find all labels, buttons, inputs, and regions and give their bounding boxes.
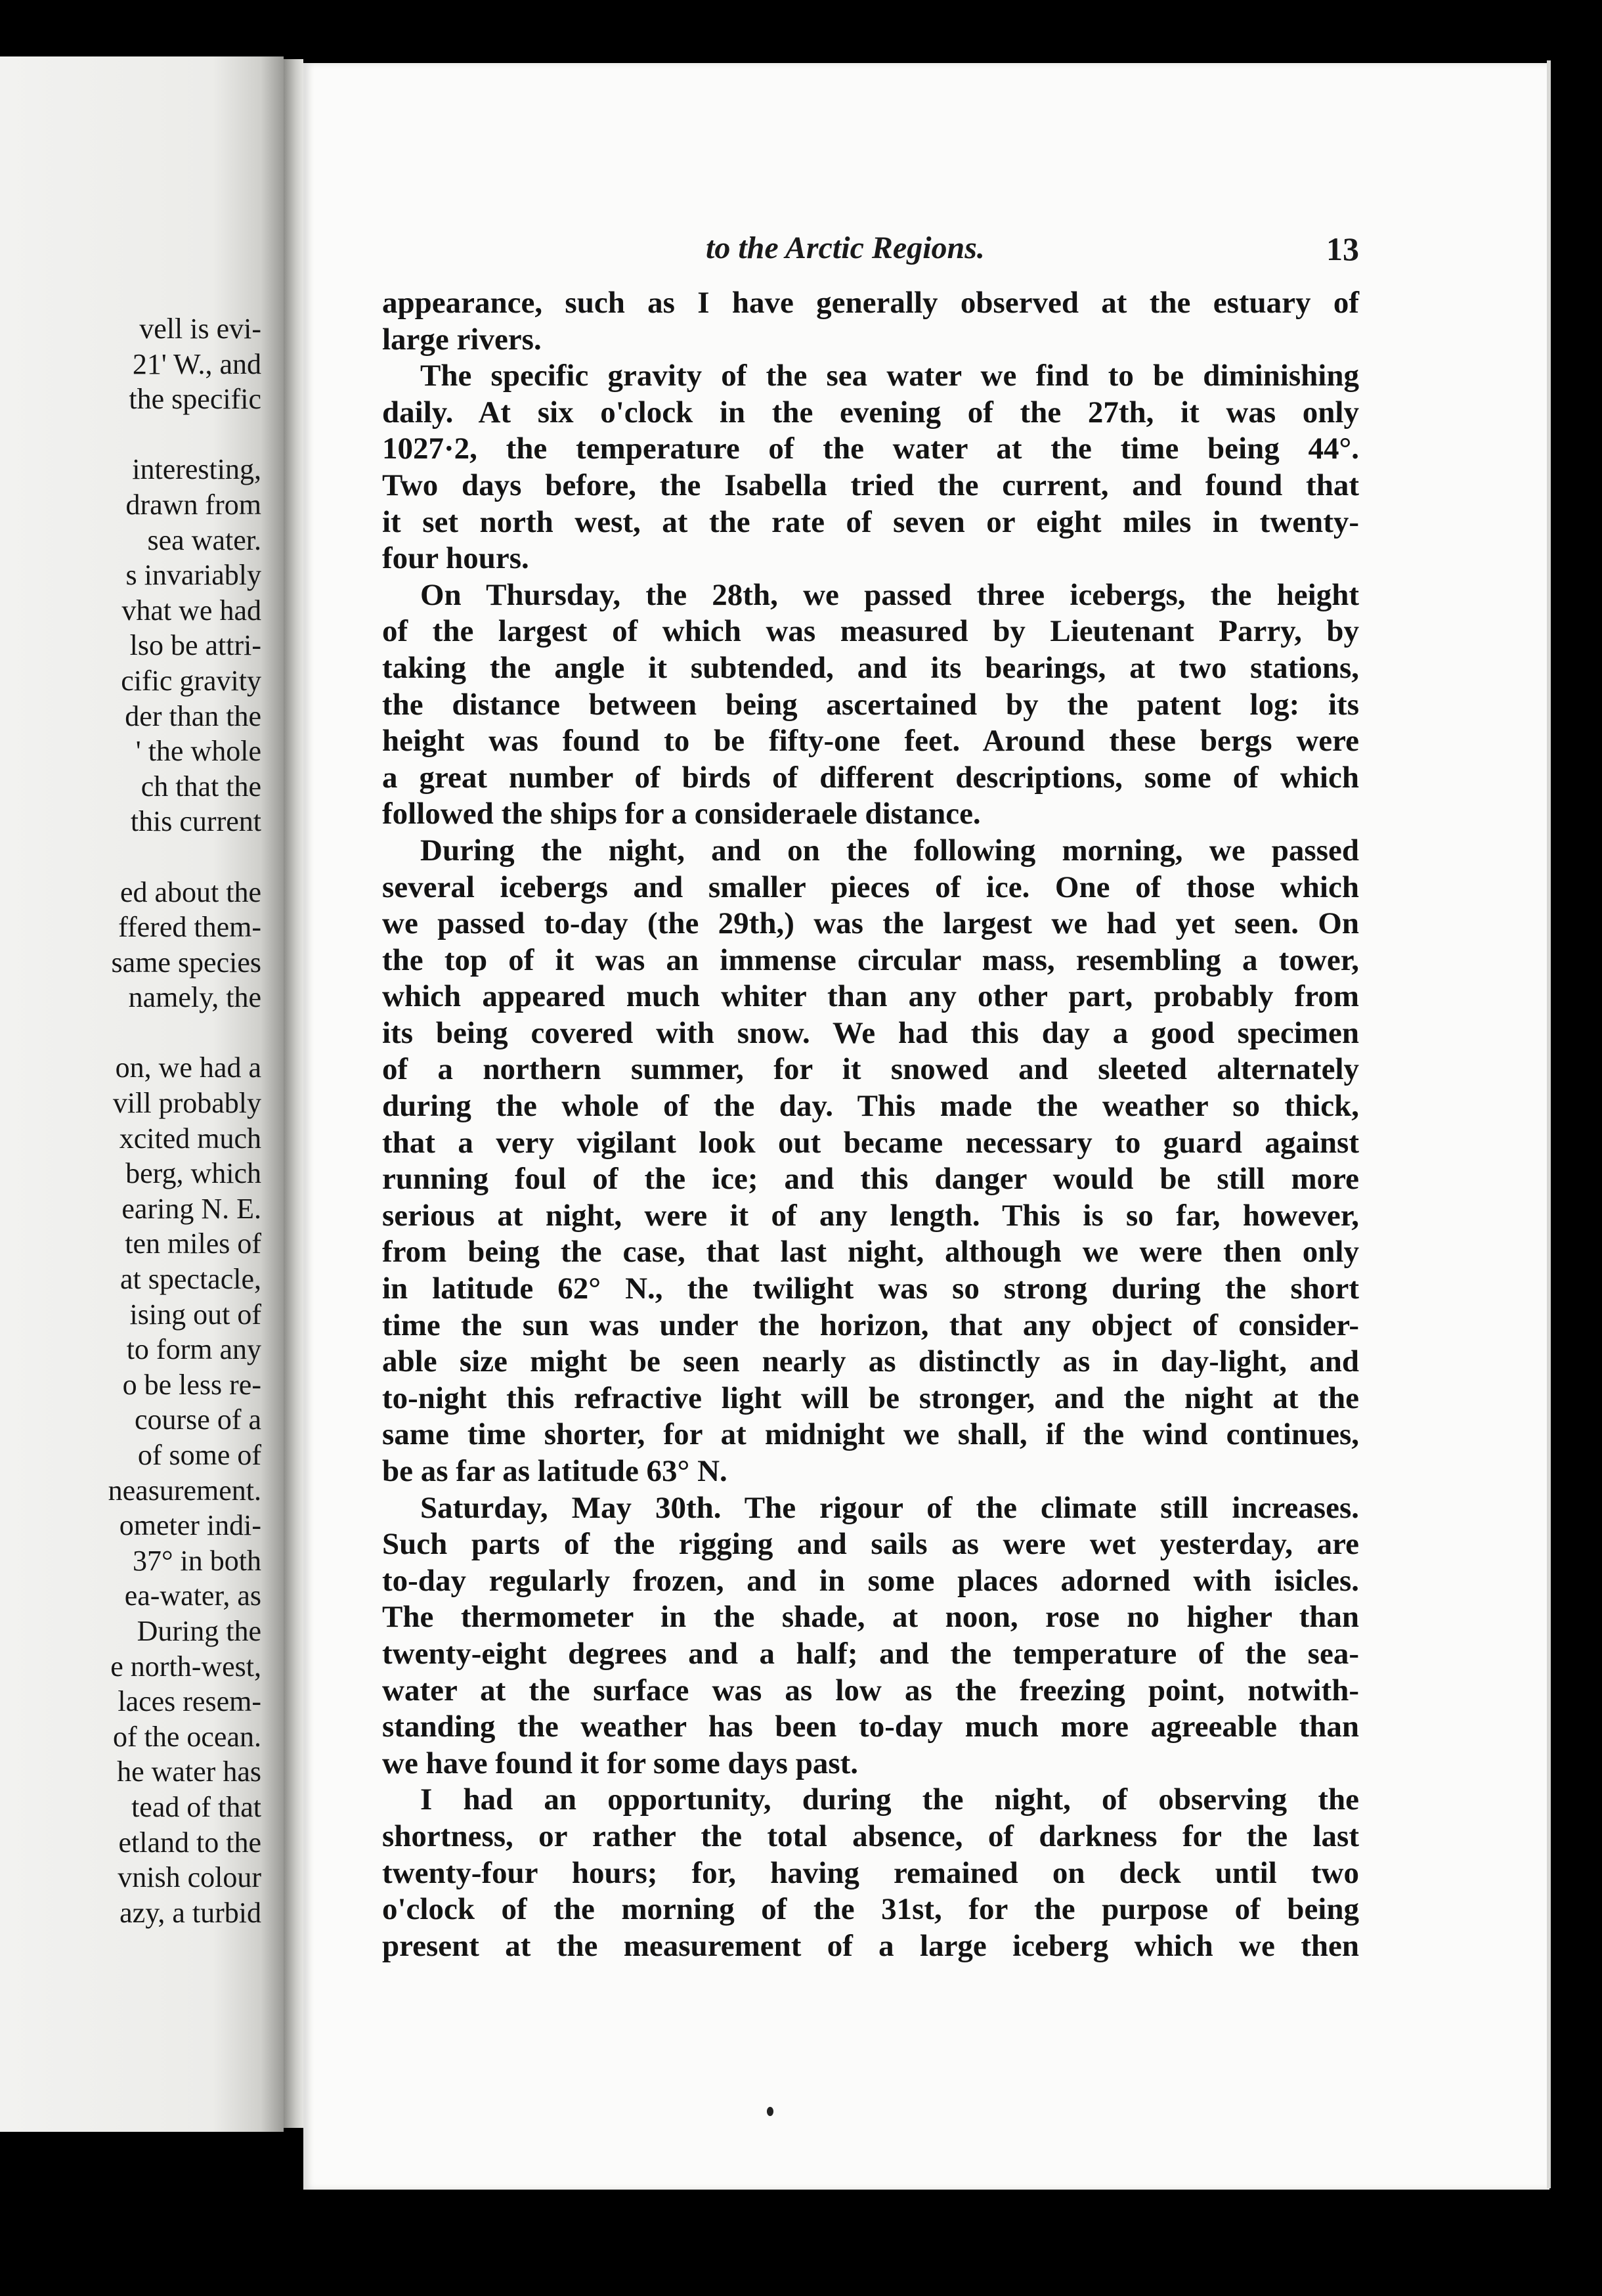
text-line: we have found it for some days past. [382,1746,859,1780]
left-text-line: 37° in both [132,1544,261,1577]
left-text-line: ed about the [119,875,261,908]
left-text-line: etland to the [118,1826,261,1859]
left-text-line: of some of [137,1439,261,1471]
text-line: large rivers. [382,322,542,357]
left-text-line: same species [111,946,261,979]
text-line: Two days before, the Isabella tried the current, and found that [382,468,1359,502]
left-text-line: ' the whole [135,735,261,768]
left-text-line: vhat we had [121,594,261,627]
text-line: of the largest of which was measured by Lieutenant Parry, by [382,614,1359,649]
left-text-line: course of a [134,1403,261,1436]
text-line: height was found to be fifty-one feet. Around these bergs were [382,724,1359,759]
text-line: several icebergs and smaller pieces of ice. One of those which [382,870,1359,904]
text-line: followed the ships for a consideraele distance. [382,797,981,831]
text-line: same time shorter, for at midnight we shall, if the wind continues, [382,1417,1359,1452]
left-text-line: o be less re- [122,1368,261,1401]
text-line: of a northern summer, for it snowed and sleeted alternately [382,1052,1359,1087]
left-text-line: During the [137,1614,261,1647]
left-text-line: xcited much [119,1122,261,1155]
left-text-line: s invariably [125,559,261,592]
left-text-line: vnish colour [118,1861,261,1894]
page-edge [1547,60,1551,2188]
text-line: which appeared much whiter than any other part, probably from [382,979,1359,1014]
left-text-line: at spectacle, [120,1263,261,1296]
left-text-line: the specific [129,383,261,416]
text-line: Such parts of the rigging and sails as were wet yesterday, are [382,1527,1359,1562]
text-line: twenty-eight degrees and a half; and the temperature of the sea- [382,1636,1359,1671]
left-text-line: neasurement. [108,1474,261,1507]
text-line: it set north west, at the rate of seven or eight miles in twenty- [382,504,1359,539]
text-line: 1027·2, the temperature of the water at the time being 44°. [382,431,1359,466]
text-line: running foul of the ice; and this danger would be still more [382,1162,1359,1197]
text-line: o'clock of the morning of the 31st, for the purpose of being [382,1892,1359,1927]
left-text-line: berg, which [125,1157,261,1190]
text-line: present at the measurement of a large iceberg which we then [382,1928,1359,1963]
text-line: the distance between being ascertained by the patent log: its [382,687,1359,722]
left-text-line: 21' W., and [132,347,261,380]
text-line: to-day regularly frozen, and in some places adorned with isicles. [382,1563,1359,1598]
text-line: during the whole of the day. This made the weather so thick, [382,1089,1359,1124]
body-text [382,285,1359,1964]
left-text-line: der than the [125,699,261,732]
page-number: 13 [1326,231,1359,267]
text-line: time the sun was under the horizon, that any object of consider- [382,1308,1359,1342]
text-line: daily. At six o'clock in the evening of the 27th, it was only [382,395,1359,430]
text-line: be as far as latitude 63° N. [382,1454,727,1488]
text-line: to-night this refractive light will be stronger, and the night at the [382,1380,1359,1415]
text-line: The specific gravity of the sea water we find to be diminishing [420,359,1359,393]
left-text-line: ffered them- [118,911,261,944]
left-text-line: this current [130,805,261,838]
text-line: serious at night, were it of any length. This is so far, however, [382,1198,1359,1233]
text-line: water at the surface was as low as the freezing point, notwith- [382,1673,1359,1708]
text-line: able size might be seen nearly as distinctly as in day-light, and [382,1344,1359,1379]
text-line: four hours. [382,541,529,576]
text-line: appearance, such as I have generally observed at the estuary of [382,286,1359,320]
book-gutter [284,59,303,2128]
text-line: I had an opportunity, during the night, of observing the [420,1782,1359,1817]
left-text-line: namely, the [128,981,261,1014]
left-text-line: laces resem- [118,1685,261,1718]
text-line: that a very vigilant look out became necessary to guard against [382,1125,1359,1160]
left-text-line: cific gravity [121,664,261,697]
left-text-line: sea water. [147,523,261,556]
left-page-text [0,311,261,1930]
text-line: from being the case, that last night, although we were then only [382,1235,1359,1269]
left-text-line: ometer indi- [119,1509,261,1542]
left-text-line: lso be attri- [129,629,261,662]
left-text-line: vill probably [112,1087,261,1120]
text-line: Saturday, May 30th. The rigour of the climate still increases. [420,1490,1359,1525]
left-text-line: ten miles of [125,1227,261,1260]
left-text-line: earing N. E. [121,1192,261,1225]
text-line: we passed to-day (the 29th,) was the largest we had yet seen. On [382,906,1359,941]
text-line: On Thursday, the 28th, we passed three icebergs, the height [420,577,1359,612]
left-text-line: azy, a turbid [119,1896,261,1929]
left-text-line: interesting, [132,453,261,486]
text-line: in latitude 62° N., the twilight was so strong during the short [382,1271,1359,1306]
left-text-line: e north-west, [110,1650,261,1683]
text-line: the top of it was an immense circular mass, resembling a tower, [382,942,1359,977]
text-line: During the night, and on the following morning, we passed [420,833,1359,868]
text-line: its being covered with snow. We had this day a good specimen [382,1015,1359,1050]
left-paragraph-gap [0,1015,261,1051]
text-line: twenty-four hours; for, having remained on deck until two [382,1855,1359,1890]
running-head: to the Arctic Regions. [706,231,985,265]
text-line: standing the weather has been to-day much more agreeable than [382,1710,1359,1744]
left-text-line: vell is evi- [139,313,261,345]
printer-mark [767,2107,773,2116]
left-text-line: of the ocean. [113,1720,261,1753]
text-line: The thermometer in the shade, at noon, rose no higher than [382,1600,1359,1635]
left-text-line: on, we had a [115,1051,261,1084]
left-paragraph-gap [0,839,261,875]
left-text-line: ea-water, as [124,1579,261,1612]
text-line: taking the angle it subtended, and its bearings, at two stations, [382,650,1359,685]
left-text-line: tead of that [131,1790,261,1823]
left-text-line: to form any [126,1333,261,1366]
left-page [0,56,284,2132]
left-text-line: ch that the [141,770,261,803]
text-line: a great number of birds of different descriptions, some of which [382,760,1359,795]
left-paragraph-gap [0,417,261,453]
left-text-line: ising out of [129,1298,261,1331]
left-text-line: drawn from [125,488,261,521]
left-text-line: he water has [117,1755,261,1788]
text-line: shortness, or rather the total absence, of darkness for the last [382,1819,1359,1853]
